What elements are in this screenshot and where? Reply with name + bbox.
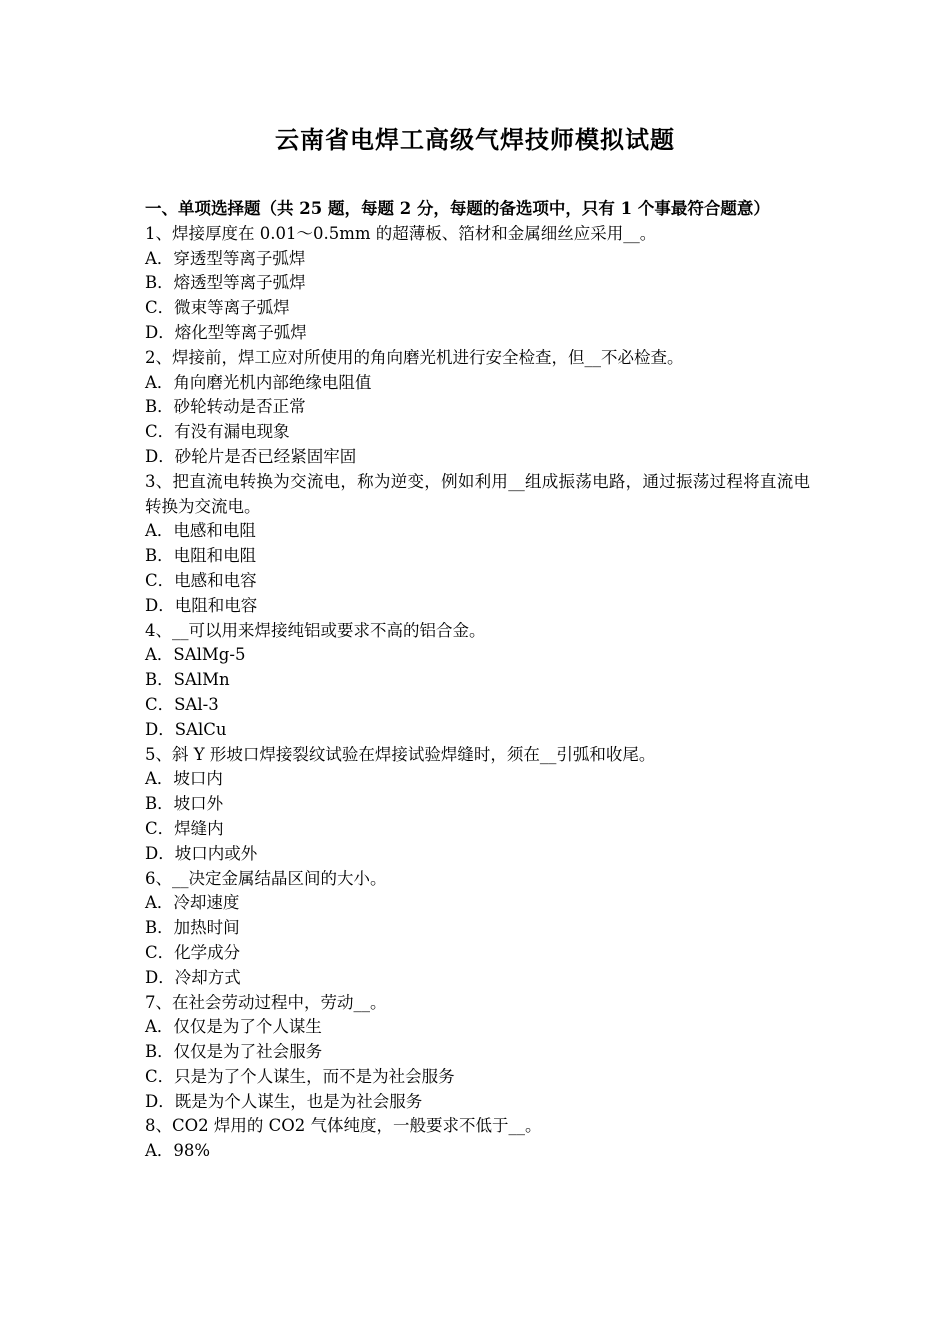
answer-option: A．电感和电阻: [145, 521, 256, 541]
question-stem: 8、CO2 焊用的 CO2 气体纯度，一般要求不低于__。: [145, 1116, 542, 1136]
question-block: [145, 743, 810, 867]
question-stem: 1、焊接厚度在 0.01～0.5mm 的超薄板、箔材和金属细丝应采用__。: [145, 223, 657, 243]
question-block: [145, 1114, 810, 1164]
answer-option: A．98%: [145, 1141, 211, 1161]
answer-option: B．坡口外: [145, 794, 224, 814]
answer-option: B．砂轮转动是否正常: [145, 397, 306, 417]
answer-option: C．焊缝内: [145, 818, 224, 838]
question-stem: 5、斜 Y 形坡口焊接裂纹试验在焊接试验焊缝时，须在__引弧和收尾。: [145, 744, 656, 764]
answer-option: A．冷却速度: [145, 893, 240, 913]
question-list: [145, 222, 810, 1164]
document-body: [145, 197, 810, 1164]
question-block: [145, 619, 810, 743]
section-heading: 一、单项选择题（共 25 题，每题 2 分，每题的备选项中，只有 1 个事最符合题意）: [145, 199, 770, 218]
answer-option: D．既是为个人谋生，也是为社会服务: [145, 1091, 423, 1111]
question-block: [145, 470, 810, 619]
answer-option: D．砂轮片是否已经紧固牢固: [145, 446, 357, 466]
answer-option: C．微束等离子弧焊: [145, 298, 290, 318]
answer-option: B．SAlMn: [145, 670, 230, 690]
answer-option: C．化学成分: [145, 942, 241, 962]
answer-option: A．角向磨光机内部绝缘电阻值: [145, 372, 372, 392]
question-stem: 2、焊接前，焊工应对所使用的角向磨光机进行安全检查，但__不必检查。: [145, 347, 684, 367]
question-stem: 7、在社会劳动过程中，劳动__。: [145, 992, 387, 1012]
answer-option: B．电阻和电阻: [145, 546, 257, 566]
answer-option: C．电感和电容: [145, 570, 257, 590]
answer-option: D．熔化型等离子弧焊: [145, 322, 307, 342]
question-block: [145, 991, 810, 1115]
answer-option: C．SAl-3: [145, 694, 219, 714]
answer-option: D．电阻和电容: [145, 595, 258, 615]
answer-option: A．坡口内: [145, 769, 223, 789]
question-block: [145, 222, 810, 346]
document-title: 云南省电焊工高级气焊技师模拟试题: [275, 125, 675, 154]
answer-option: B．仅仅是为了社会服务: [145, 1042, 323, 1062]
answer-option: D．SAlCu: [145, 719, 227, 739]
answer-option: B．加热时间: [145, 918, 240, 938]
answer-option: C．只是为了个人谋生，而不是为社会服务: [145, 1066, 455, 1086]
answer-option: D．冷却方式: [145, 967, 241, 987]
answer-option: A．SAlMg-5: [145, 645, 246, 665]
answer-option: A．仅仅是为了个人谋生: [145, 1017, 322, 1037]
question-block: [145, 346, 810, 470]
question-block: [145, 867, 810, 991]
answer-option: C．有没有漏电现象: [145, 422, 290, 442]
question-stem: 4、__可以用来焊接纯铝或要求不高的铝合金。: [145, 620, 486, 640]
answer-option: D．坡口内或外: [145, 843, 258, 863]
question-stem: 6、__决定金属结晶区间的大小。: [145, 868, 387, 888]
answer-option: A．穿透型等离子弧焊: [145, 248, 306, 268]
answer-option: B．熔透型等离子弧焊: [145, 273, 306, 293]
question-stem: 3、把直流电转换为交流电，称为逆变，例如利用__组成振荡电路，通过振荡过程将直流电转换为交流电。: [145, 471, 810, 516]
